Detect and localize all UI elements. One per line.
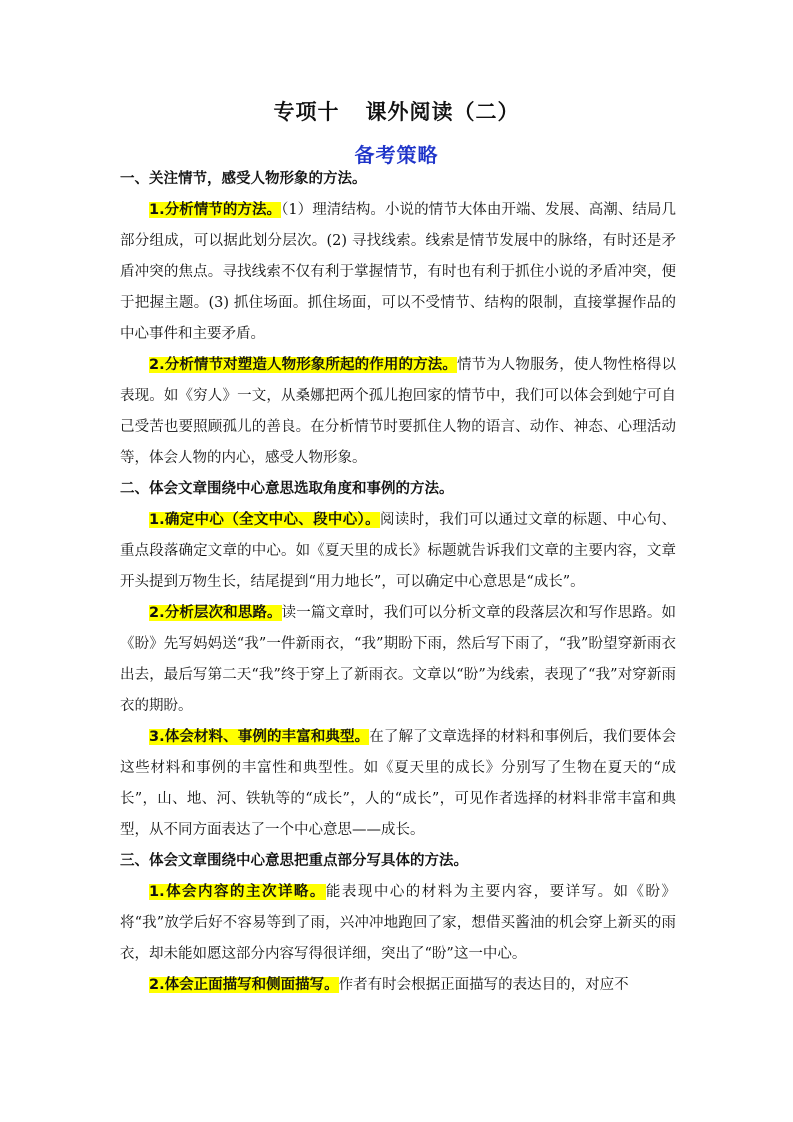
paragraph-text: 作者有时会根据正面描写的表达目的，对应不 [338,977,629,993]
paragraph [120,598,676,722]
highlighted-label: 1.确定中心（全文中心、段中心）。 [149,512,380,528]
paragraph-text: 读一篇文章时，我们可以分析文章的段落层次和写作思路。如《盼》先写妈妈送“我”一件新雨衣，“我”期盼下雨，然后写下雨了，“我”盼望穿新雨衣出去，最后写第二天“我”终于穿上了新雨衣。文章以“盼”为线索，表现了“我”对穿新雨衣的期盼。 [120,605,676,714]
section-heading-3: 三、体会文章围绕中心意思把重点部分写具体的方法。 [120,853,468,869]
highlighted-label: 1.体会内容的主次详略。 [149,884,326,900]
paragraph-text: 情节为人物服务，使人物性格得以表现。如《穷人》一文，从桑娜把两个孤儿抱回家的情节中，我们可以体会到她宁可自己受苦也要照顾孤儿的善良。在分析情节时要抓住人物的语言、动作、神态、心理活动等，体会人物的内心，感受人物形象。 [120,357,676,466]
section-subtitle: 备考策略 [354,143,439,167]
title-part-2: 课外阅读（二） [365,100,520,124]
page-title [0,96,793,126]
highlighted-label: 3.体会材料、事例的丰富和典型。 [149,729,370,745]
paragraph-text: 阅读时，我们可以通过文章的标题、中心句、重点段落确定文章的中心。如《夏天里的成长》标题就告诉我们文章的主要内容，文章开头提到万物生长，结尾提到“用力地长”，可以确定中心意思是“成长”。 [120,512,676,590]
highlighted-label: 2.体会正面描写和侧面描写。 [149,977,339,993]
paragraph [120,970,676,1001]
paragraph [120,505,676,598]
paragraph [120,877,676,970]
paragraph [120,722,676,846]
section-heading-1: 一、关注情节，感受人物形象的方法。 [120,171,367,187]
highlighted-label: 1.分析情节的方法。 [149,202,282,218]
title-part-1: 专项十 [273,100,340,124]
highlighted-label: 2.分析层次和思路。 [149,605,282,621]
paragraph-text: （1）理清结构。小说的情节大体由开端、发展、高潮、结局几部分组成，可以据此划分层次。(2) 寻找线索。线索是情节发展中的脉络，有时还是矛盾冲突的焦点。寻找线索不仅有利于掌握情节，有时也有利于抓住小说的矛盾冲突，便于把握主题。(3) 抓住场面。抓住场面，可以不受情节、结构的限制，直接掌握作品的中心事件和主要矛盾。 [120,202,676,342]
paragraph [120,350,676,474]
highlighted-label: 2.分析情节对塑造人物形象所起的作用的方法。 [149,357,457,373]
paragraph [120,195,676,350]
paragraph-text: 能表现中心的材料为主要内容，要详写。如《盼》将“我”放学后好不容易等到了雨，兴冲冲地跑回了家，想借买酱油的机会穿上新买的雨衣，却未能如愿这部分内容写得很详细，突出了“盼”这一中心。 [120,884,676,962]
section-heading-2: 二、体会文章围绕中心意思选取角度和事例的方法。 [120,481,454,497]
document-body [120,164,676,1001]
paragraph-text: 在了解了文章选择的材料和事例后，我们要体会这些材料和事例的丰富性和典型性。如《夏天里的成长》分别写了生物在夏天的“成长”，山、地、河、铁轨等的“成长”，人的“成长”，可见作者选择的材料非常丰富和典型，从不同方面表达了一个中心意思——成长。 [120,729,676,838]
